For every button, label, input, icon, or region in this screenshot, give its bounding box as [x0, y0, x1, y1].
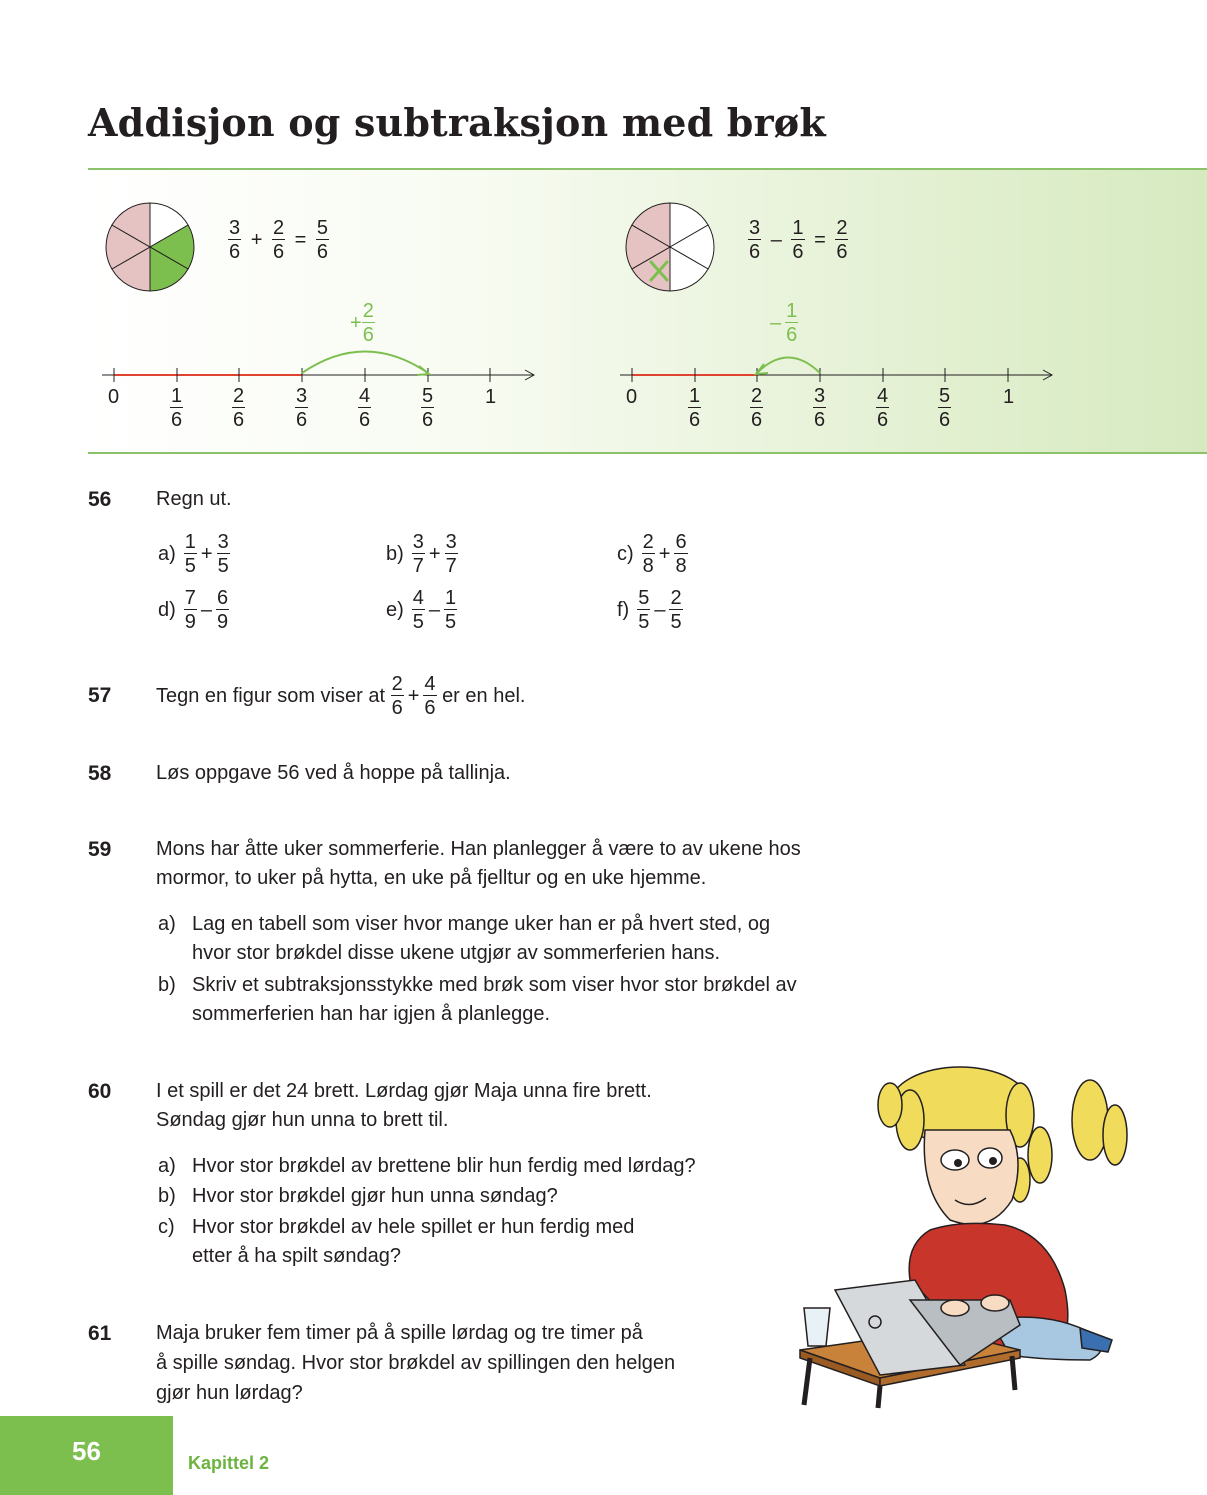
task-56-number: 56	[88, 488, 112, 511]
nl-right-label-1: $\frac{1}{6}$	[689, 385, 701, 431]
nl-left-label-4: $\frac{4}{6}$	[359, 385, 371, 431]
jump-label-right: – $\frac{1}{6}$	[770, 300, 798, 346]
nl-left-label-6: 1	[485, 386, 497, 408]
task-61-line3: gjør hun lørdag?	[156, 1382, 303, 1404]
nl-left-label-5: $\frac{5}{6}$	[422, 385, 434, 431]
footer-page-number: 56	[72, 1436, 101, 1466]
task-56-item-d: d) $\frac{7}{9}$ – $\frac{6}{9}$	[158, 587, 229, 633]
nl-right-label-2: $\frac{2}{6}$	[751, 385, 763, 431]
nl-right-label-0: 0	[626, 386, 638, 408]
equation-left: $\frac{3}{6}$ + $\frac{2}{6}$ = $\frac{5}{6}$	[229, 217, 328, 263]
task-57-number: 57	[88, 684, 112, 707]
task-60-line1: I et spill er det 24 brett. Lørdag gjør Maja unna fire brett.	[156, 1080, 652, 1102]
task-56-item-e: e) $\frac{4}{5}$ – $\frac{1}{5}$	[386, 587, 457, 633]
jump-label-left: + $\frac{2}{6}$	[350, 300, 374, 346]
task-56-item-b: b) $\frac{3}{7}$ + $\frac{3}{7}$	[386, 531, 457, 577]
task-60-number: 60	[88, 1080, 112, 1103]
task-56-item-a: a) $\frac{1}{5}$ + $\frac{3}{5}$	[158, 531, 229, 577]
task-58-number: 58	[88, 762, 112, 785]
girl-with-laptop-illustration	[790, 1060, 1130, 1410]
pie-left	[106, 203, 194, 291]
task-61-line2: å spille søndag. Hvor stor brøkdel av spillingen den helgen	[156, 1352, 676, 1374]
number-line-left	[102, 352, 534, 383]
task-56-text: Regn ut.	[156, 488, 232, 510]
number-line-right	[620, 358, 1052, 383]
task-56-item-c: c) $\frac{2}{8}$ + $\frac{6}{8}$	[617, 531, 687, 577]
task-59-line2: mormor, to uker på hytta, en uke på fjelltur og en uke hjemme.	[156, 867, 707, 889]
task-59-line1: Mons har åtte uker sommerferie. Han planlegger å være to av ukene hos	[156, 838, 801, 860]
nl-left-label-0: 0	[108, 386, 120, 408]
task-59-number: 59	[88, 838, 112, 861]
nl-left-label-1: $\frac{1}{6}$	[171, 385, 183, 431]
nl-left-label-3: $\frac{3}{6}$	[296, 385, 308, 431]
footer-chapter: Kapittel 2	[188, 1453, 270, 1473]
nl-right-label-3: $\frac{3}{6}$	[814, 385, 826, 431]
task-61-number: 61	[88, 1322, 112, 1345]
intro-band	[88, 168, 1207, 454]
task-56-item-f: f) $\frac{5}{5}$ – $\frac{2}{5}$	[617, 587, 682, 633]
nl-right-label-4: $\frac{4}{6}$	[877, 385, 889, 431]
task-57-text: Tegn en figur som viser at $\frac{2}{6}$ + $\frac{4}{6}$ er en hel.	[156, 673, 526, 719]
task-61-line1: Maja bruker fem timer på å spille lørdag og tre timer på	[156, 1322, 643, 1344]
equation-right: $\frac{3}{6}$ – $\frac{1}{6}$ = $\frac{2}{6}$	[749, 217, 848, 263]
task-58-text: Løs oppgave 56 ved å hoppe på tallinja.	[156, 762, 511, 784]
nl-left-label-2: $\frac{2}{6}$	[233, 385, 245, 431]
intro-illustration	[88, 170, 1207, 452]
nl-right-label-5: $\frac{5}{6}$	[939, 385, 951, 431]
nl-right-label-6: 1	[1003, 386, 1015, 408]
pie-right	[626, 203, 714, 291]
page-title: Addisjon og subtraksjon med brøk	[88, 100, 826, 145]
task-60-line2: Søndag gjør hun unna to brett til.	[156, 1109, 449, 1131]
